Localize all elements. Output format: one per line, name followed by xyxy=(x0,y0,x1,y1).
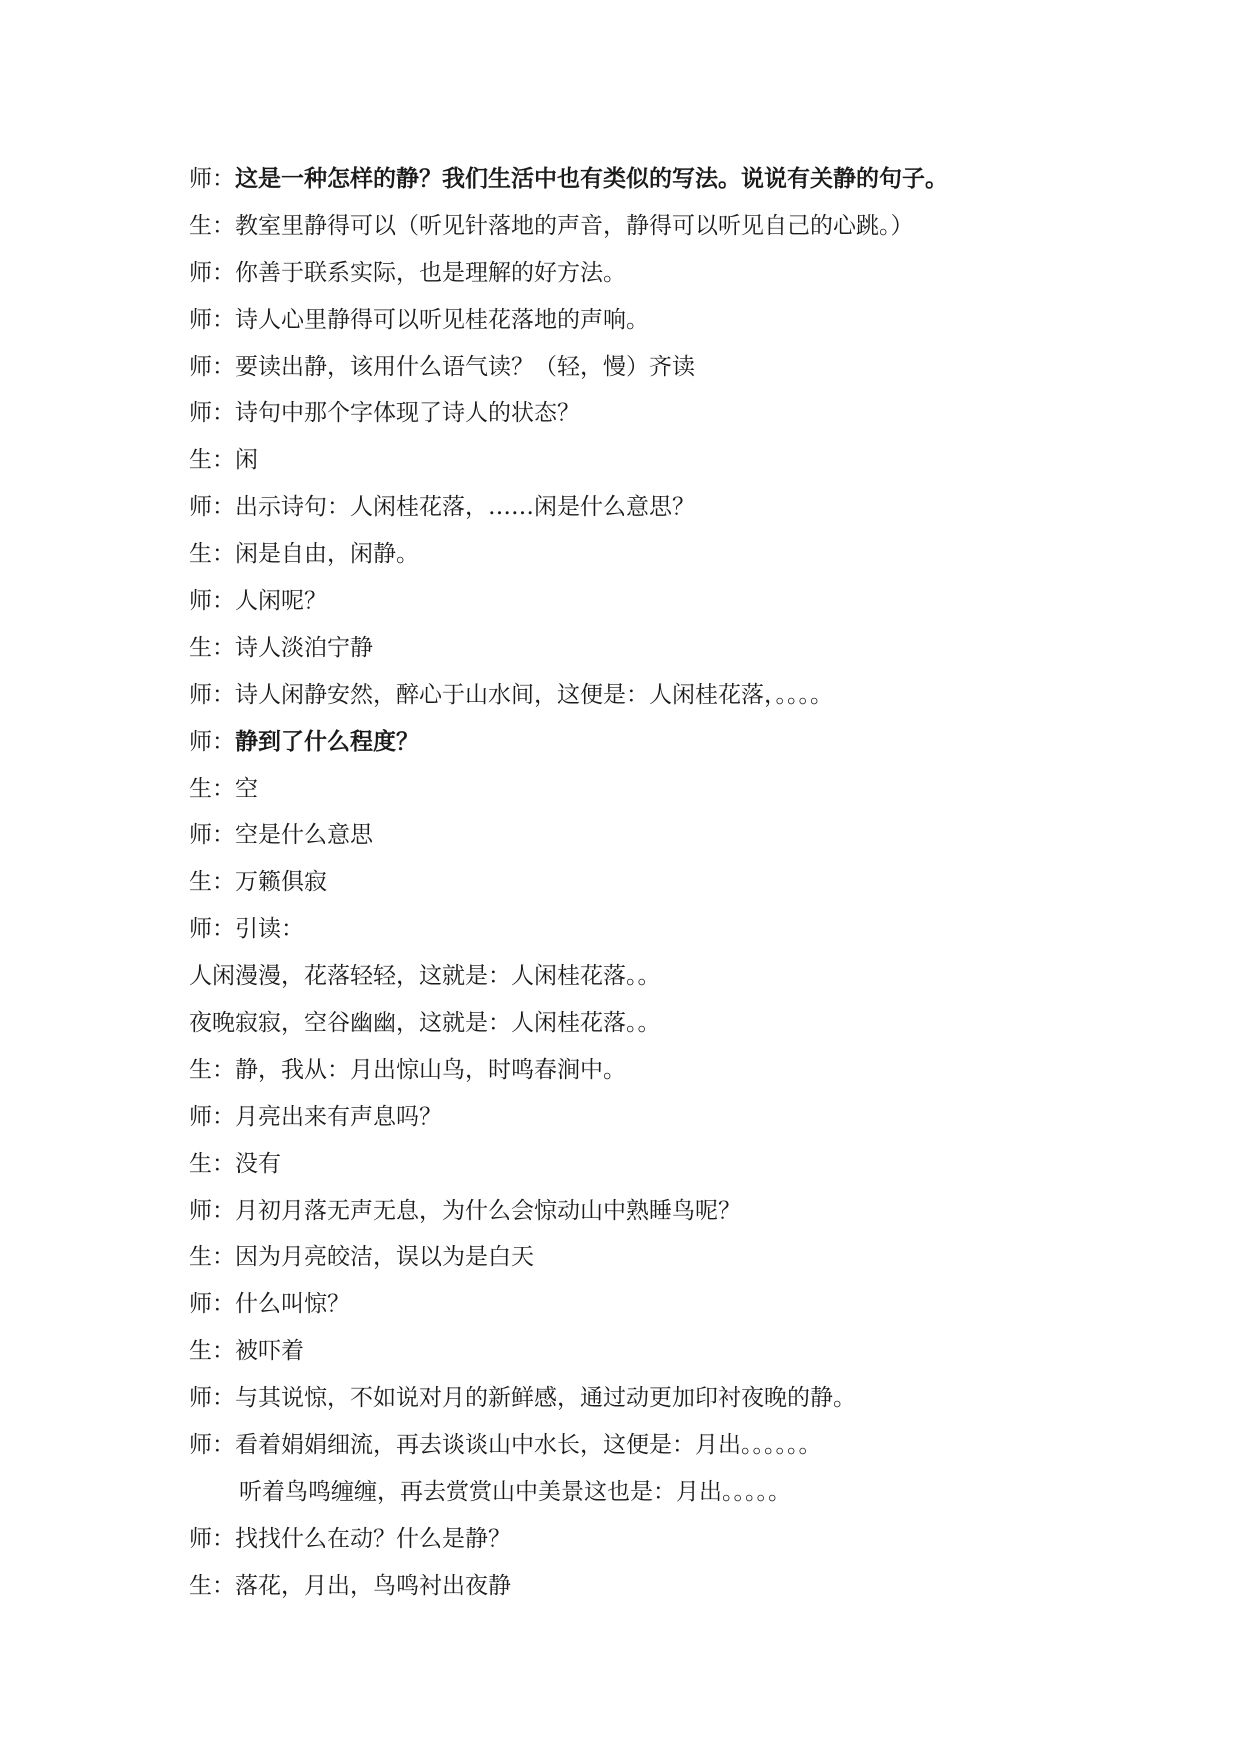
line-text: 月亮出来有声息吗？ xyxy=(235,1103,442,1130)
line-text: 出示诗句：人闲桂花落，……闲是什么意思？ xyxy=(235,494,695,521)
dialogue-line xyxy=(189,672,1189,719)
speaker-label: 师： xyxy=(189,1197,235,1224)
dialogue-line xyxy=(189,953,1189,1000)
line-text: 空是什么意思 xyxy=(235,822,373,849)
line-text: 落花，月出，鸟鸣衬出夜静 xyxy=(235,1572,511,1599)
line-text: 被吓着 xyxy=(235,1338,304,1365)
speaker-label: 师： xyxy=(189,166,235,192)
line-text: 人闲漫漫，花落轻轻，这就是：人闲桂花落。。 xyxy=(189,963,661,990)
dialogue-line xyxy=(189,437,1189,484)
dialogue-line xyxy=(189,484,1189,531)
dialogue-line xyxy=(189,812,1189,859)
dialogue-line xyxy=(189,578,1189,625)
line-text: 静到了什么程度？ xyxy=(235,727,419,755)
line-text: 教室里静得可以（听见针落地的声音，静得可以听见自己的心跳。） xyxy=(235,212,914,239)
speaker-label: 师： xyxy=(189,822,235,849)
dialogue-lines xyxy=(189,156,1189,1610)
speaker-label: 师： xyxy=(189,1291,235,1318)
line-text: 空 xyxy=(235,775,258,802)
speaker-label: 生： xyxy=(189,1150,235,1177)
dialogue-line xyxy=(189,766,1189,813)
speaker-label: 生： xyxy=(189,1056,235,1083)
line-text: 你善于联系实际，也是理解的好方法。 xyxy=(235,259,626,286)
line-text: 诗人心里静得可以听见桂花落地的声响。 xyxy=(235,306,649,333)
line-text: 这是一种怎样的静？我们生活中也有类似的写法。说说有关静的句子。 xyxy=(235,165,948,192)
dialogue-line xyxy=(189,344,1189,391)
line-text: 静，我从：月出惊山鸟，时鸣春涧中。 xyxy=(235,1056,626,1083)
speaker-label: 生： xyxy=(189,1572,235,1599)
dialogue-line xyxy=(189,531,1189,578)
speaker-label: 师： xyxy=(189,1103,235,1130)
dialogue-line xyxy=(189,625,1189,672)
dialogue-line xyxy=(189,719,1189,766)
line-text: 什么叫惊？ xyxy=(235,1291,350,1318)
speaker-label: 师： xyxy=(189,1385,235,1412)
dialogue-line xyxy=(189,1516,1189,1563)
line-text: 月初月落无声无息，为什么会惊动山中熟睡鸟呢？ xyxy=(235,1197,741,1224)
line-text: 没有 xyxy=(235,1150,281,1177)
speaker-label: 师： xyxy=(189,916,235,943)
speaker-label: 师： xyxy=(189,494,235,521)
line-text: 与其说惊，不如说对月的新鲜感，通过动更加印衬夜晚的静。 xyxy=(235,1385,856,1412)
speaker-label: 师： xyxy=(189,1525,235,1552)
line-text: 万籁俱寂 xyxy=(235,869,327,896)
speaker-label: 生： xyxy=(189,634,235,661)
dialogue-line xyxy=(189,250,1189,297)
speaker-label: 生： xyxy=(189,541,235,568)
speaker-label: 生： xyxy=(189,212,235,239)
speaker-label: 生： xyxy=(189,869,235,896)
dialogue-line xyxy=(189,906,1189,953)
speaker-label: 师： xyxy=(189,681,235,708)
line-text: 找找什么在动？什么是静？ xyxy=(235,1525,511,1552)
dialogue-line xyxy=(189,1281,1189,1328)
dialogue-line xyxy=(189,390,1189,437)
line-text: 因为月亮皎洁，误以为是白天 xyxy=(235,1244,534,1271)
line-text: 诗人淡泊宁静 xyxy=(235,634,373,661)
dialogue-line xyxy=(189,859,1189,906)
dialogue-line xyxy=(189,1563,1189,1610)
dialogue-line xyxy=(189,297,1189,344)
dialogue-line xyxy=(189,1422,1189,1469)
speaker-label: 师： xyxy=(189,353,235,380)
line-text: 闲是自由，闲静。 xyxy=(235,541,419,568)
speaker-label: 师： xyxy=(189,259,235,286)
line-text: 人闲呢？ xyxy=(235,588,327,615)
line-text: 看着娟娟细流，再去谈谈山中水长，这便是：月出。。。。。。 xyxy=(235,1432,822,1459)
line-text: 引读： xyxy=(235,916,304,943)
dialogue-line xyxy=(189,1188,1189,1235)
dialogue-line xyxy=(189,1047,1189,1094)
speaker-label: 师： xyxy=(189,728,235,755)
dialogue-line xyxy=(189,203,1189,250)
dialogue-line xyxy=(189,1000,1189,1047)
speaker-label: 师： xyxy=(189,400,235,427)
line-text: 夜晚寂寂，空谷幽幽，这就是：人闲桂花落。。 xyxy=(189,1010,661,1037)
speaker-label: 师： xyxy=(189,1432,235,1459)
speaker-label: 生： xyxy=(189,1338,235,1365)
dialogue-line xyxy=(189,1094,1189,1141)
line-text: 闲 xyxy=(235,447,258,474)
speaker-label: 师： xyxy=(189,306,235,333)
dialogue-line xyxy=(189,156,1189,203)
line-text: 要读出静，该用什么语气读？（轻，慢）齐读 xyxy=(235,353,695,380)
dialogue-line xyxy=(189,1375,1189,1422)
line-text: 听着鸟鸣缠缠，再去赏赏山中美景这也是：月出。。。。。 xyxy=(239,1478,791,1505)
line-text: 诗人闲静安然，醉心于山水间，这便是：人闲桂花落，。。。。 xyxy=(235,681,833,708)
dialogue-line xyxy=(189,1141,1189,1188)
dialogue-line xyxy=(189,1469,1189,1516)
speaker-label: 生： xyxy=(189,775,235,802)
dialogue-line xyxy=(189,1328,1189,1375)
line-text: 诗句中那个字体现了诗人的状态？ xyxy=(235,400,580,427)
dialogue-line xyxy=(189,1234,1189,1281)
speaker-label: 生： xyxy=(189,1244,235,1271)
speaker-label: 师： xyxy=(189,588,235,615)
speaker-label: 生： xyxy=(189,447,235,474)
